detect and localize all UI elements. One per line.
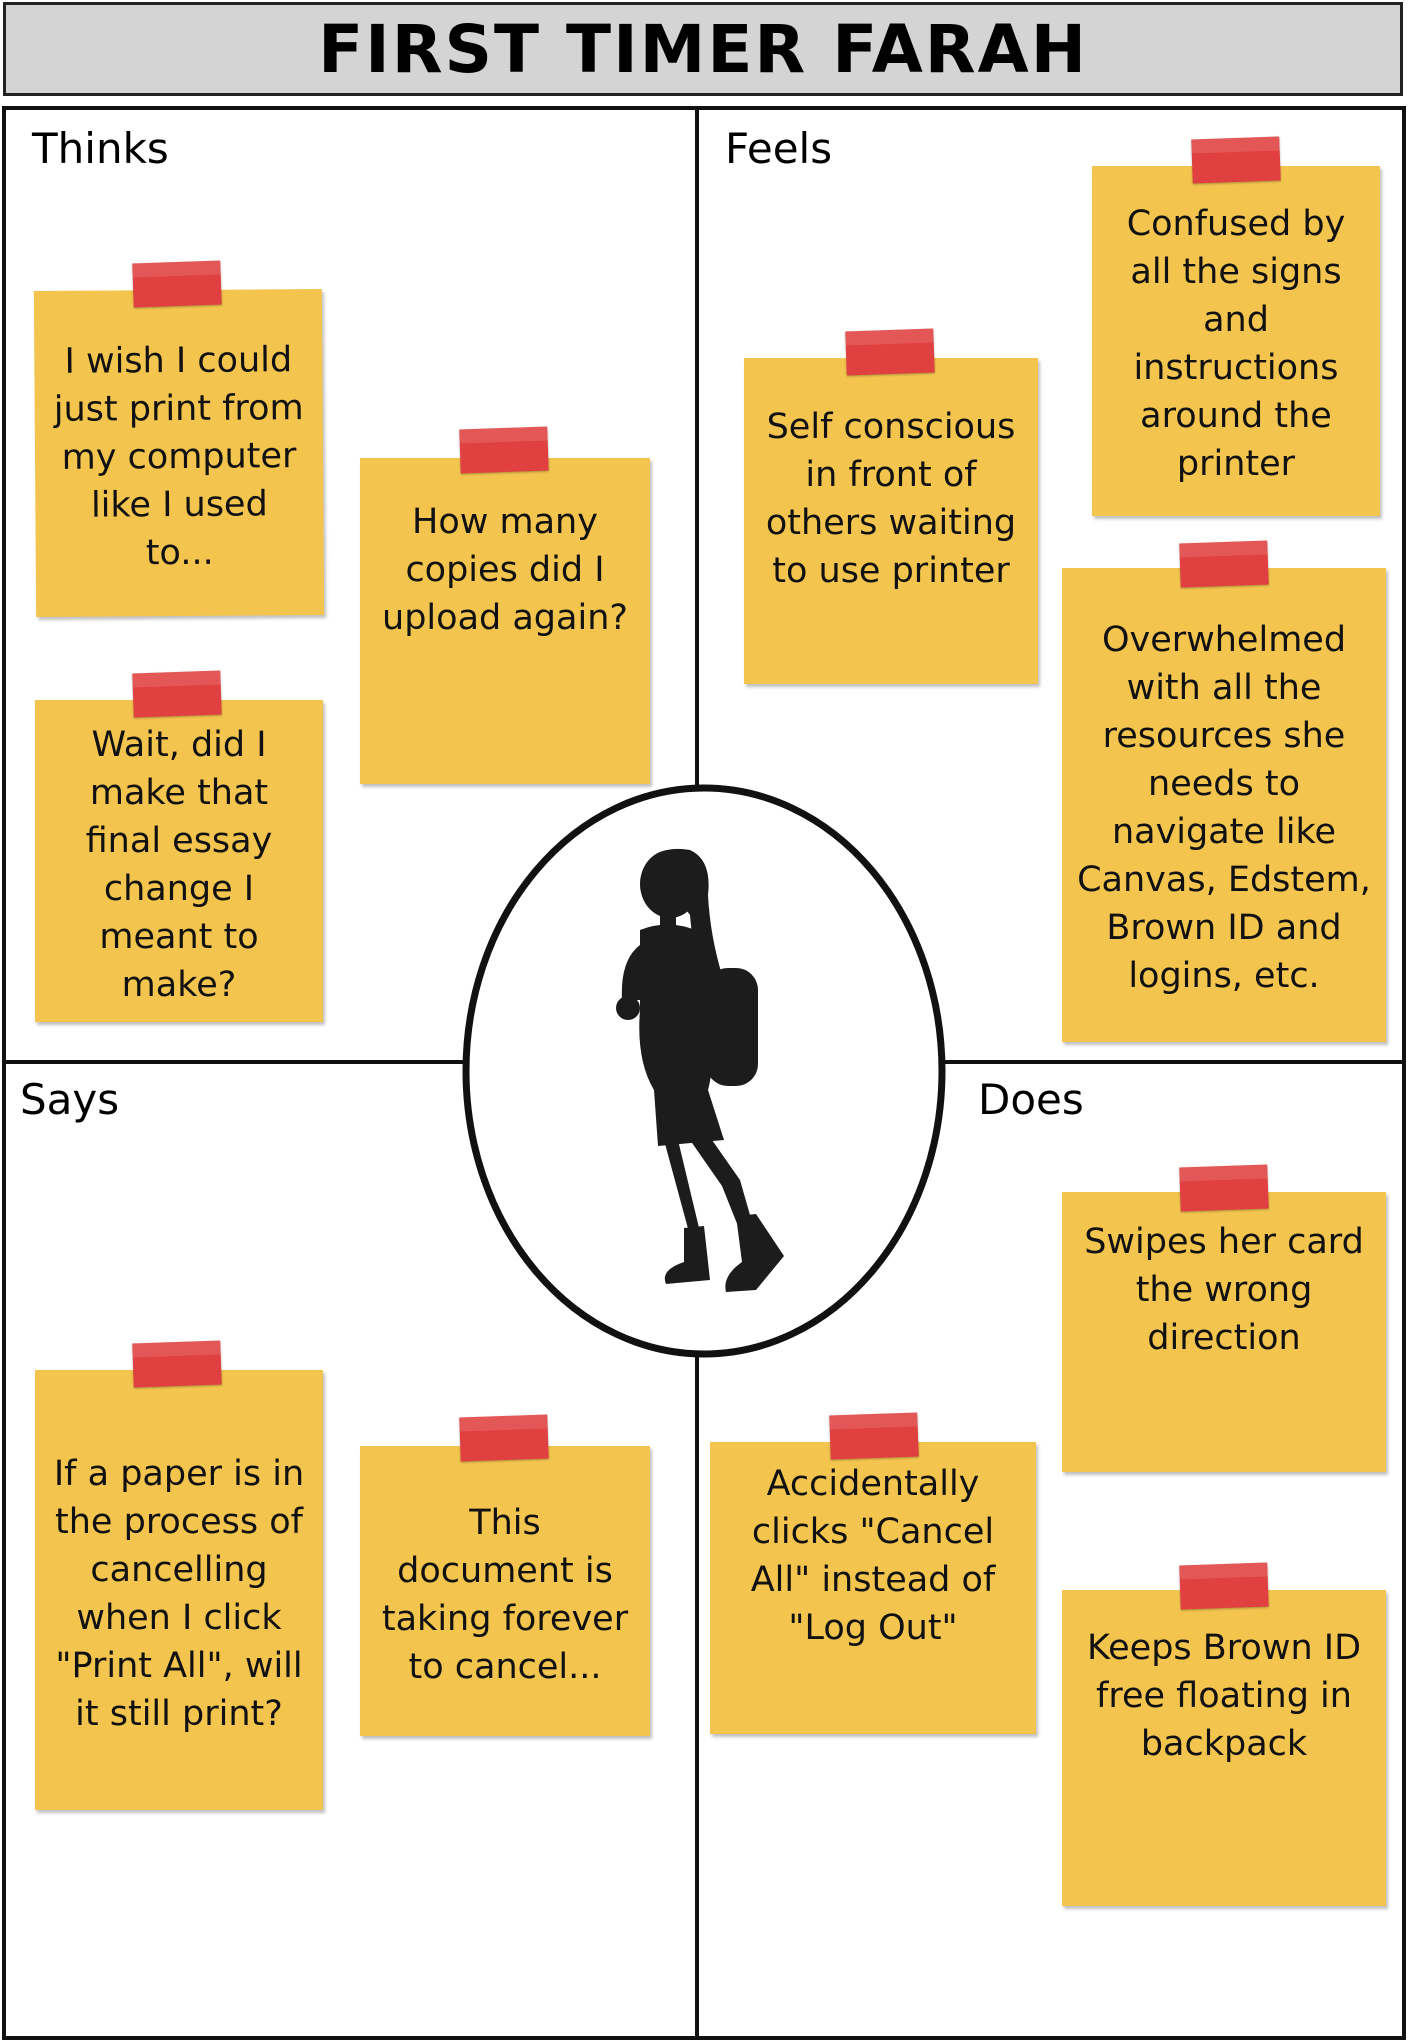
tape-icon <box>1191 136 1280 183</box>
sticky-note-feels-2 <box>1092 166 1380 516</box>
sticky-note-text: Overwhelmed with all the resources she needs to navigate like Canvas, Edstem, Brown ID and logins, etc. <box>1077 620 1371 996</box>
sticky-note-text: Swipes her card the wrong direction <box>1084 1222 1364 1358</box>
sticky-note-does-3 <box>1062 1590 1386 1906</box>
tape-icon <box>1179 1164 1268 1211</box>
sticky-note-feels-3 <box>1062 568 1386 1042</box>
quadrant-label-says: Says <box>20 1075 120 1124</box>
tape-icon <box>132 1340 221 1387</box>
sticky-note-text: Confused by all the signs and instructions around the printer <box>1126 204 1346 484</box>
tape-icon <box>1179 1562 1268 1609</box>
title-bar <box>3 2 1403 96</box>
sticky-note-text: Wait, did I make that final essay change I meant to make? <box>85 725 273 1005</box>
tape-icon <box>132 670 221 717</box>
sticky-note-text: Accidentally clicks "Cancel All" instead of "Log Out" <box>750 1464 996 1648</box>
sticky-note-says-1 <box>35 1370 323 1810</box>
sticky-note-text: I wish I could just print from my computer like I used to... <box>53 340 304 574</box>
sticky-note-thinks-1 <box>34 289 324 617</box>
tape-icon <box>1179 540 1268 587</box>
sticky-note-says-2 <box>360 1446 650 1736</box>
sticky-note-thinks-3 <box>35 700 323 1022</box>
tape-icon <box>459 1414 548 1461</box>
tape-icon <box>829 1412 918 1459</box>
tape-icon <box>132 260 221 307</box>
quadrant-label-does: Does <box>978 1075 1084 1124</box>
quadrant-label-feels: Feels <box>725 124 833 173</box>
sticky-note-text: If a paper is in the process of cancelling when I click "Print All", will it still print? <box>53 1454 305 1734</box>
sticky-note-thinks-2 <box>360 458 650 784</box>
sticky-note-text: Self conscious in front of others waiting to use printer <box>765 407 1017 591</box>
sticky-note-text: This document is taking forever to cancel... <box>381 1503 629 1687</box>
sticky-note-does-2 <box>710 1442 1036 1734</box>
page-title: FIRST TIMER FARAH <box>318 10 1088 88</box>
sticky-note-text: Keeps Brown ID free floating in backpack <box>1086 1628 1362 1764</box>
sticky-note-does-1 <box>1062 1192 1386 1472</box>
quadrant-label-thinks: Thinks <box>32 124 169 173</box>
sticky-note-text: How many copies did I upload again? <box>382 502 628 638</box>
tape-icon <box>845 328 934 375</box>
sticky-note-feels-1 <box>744 358 1038 684</box>
tape-icon <box>459 426 548 473</box>
